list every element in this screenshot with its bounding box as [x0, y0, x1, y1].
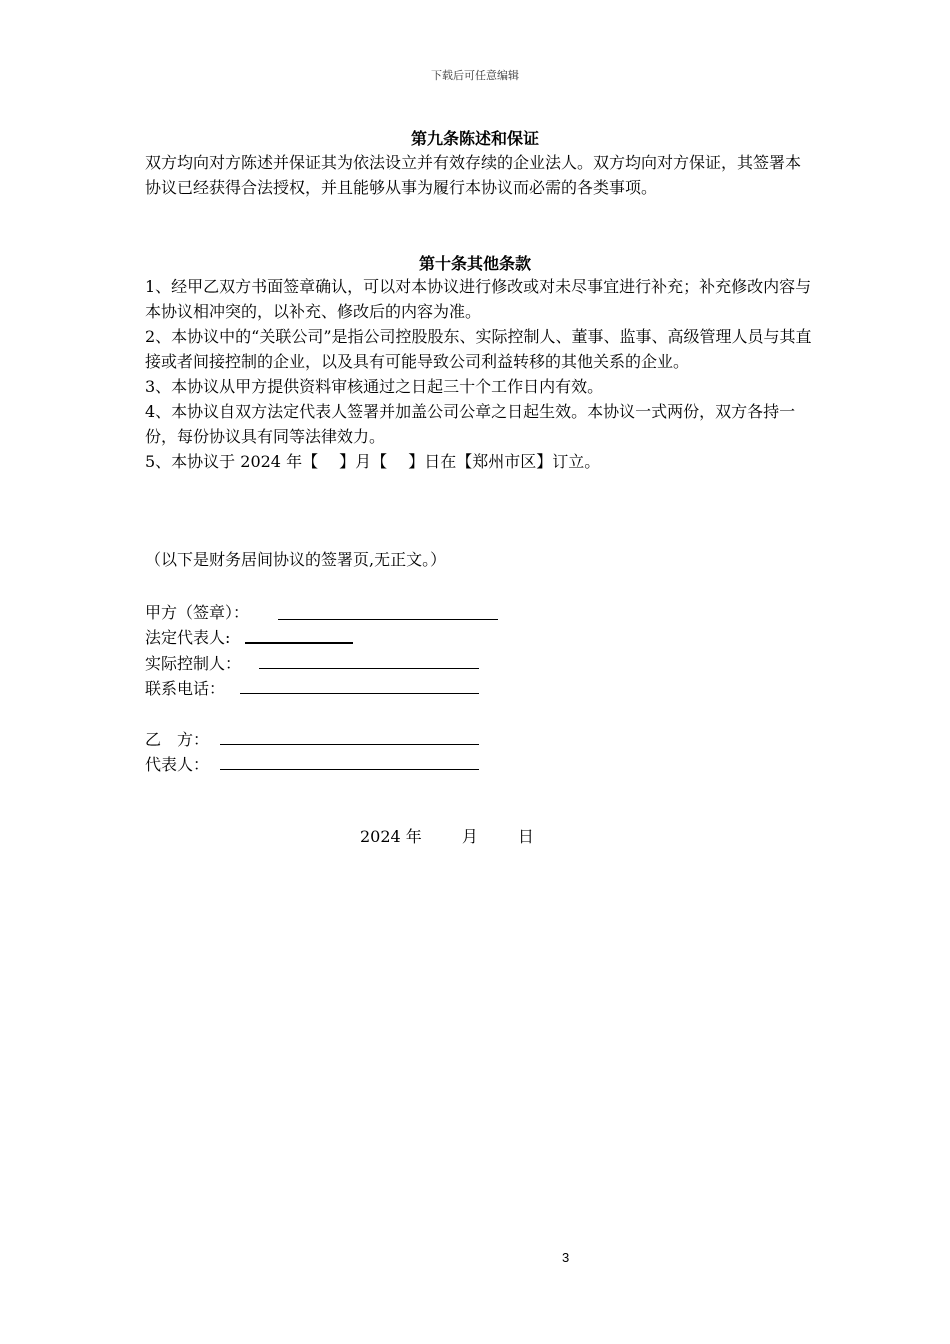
party-b-rep-line — [220, 769, 479, 770]
clause-2: 2、本协议中的“关联公司”是指公司控股股东、实际控制人、董事、监事、高级管理人员与其直接或者间接控制的企业，以及具有可能导致公司利益转移的其他关系的企业。 — [145, 327, 812, 371]
date-month: 月 — [461, 827, 478, 846]
party-b-line — [220, 744, 479, 745]
date-year: 2024 年 — [360, 827, 422, 846]
legal-rep-line — [245, 642, 353, 644]
date-day: 日 — [517, 827, 534, 846]
signature-note: （以下是财务居间协议的签署页,无正文。） — [145, 550, 447, 569]
phone-line — [240, 693, 479, 694]
party-b-rep-label: 代表人： — [145, 755, 210, 774]
phone-label: 联系电话： — [145, 679, 226, 698]
article-10-title: 第十条其他条款 — [418, 254, 531, 273]
party-a-sign-line — [278, 619, 498, 620]
page-header: 下载后可任意编辑 — [431, 69, 519, 82]
clause-5: 5、本协议于 2024 年【 】月【 】日在【郑州市区】订立。 — [145, 452, 601, 471]
article-10-clauses — [145, 274, 820, 474]
clause-1: 1、经甲乙双方书面签章确认，可以对本协议进行修改或对未尽事宜进行补充；补充修改内容与本协议相冲突的，以补充、修改后的内容为准。 — [145, 277, 812, 321]
party-b-label: 乙 方： — [145, 730, 210, 749]
article-9-body: 双方均向对方陈述并保证其为依法设立并有效存续的企业法人。双方均向对方保证，其签署本协议已经获得合法授权，并且能够从事为履行本协议而必需的各类事项。 — [145, 153, 802, 197]
clause-4: 4、本协议自双方法定代表人签署并加盖公司公章之日起生效。本协议一式两份，双方各持一份，每份协议具有同等法律效力。 — [145, 402, 796, 446]
clause-3: 3、本协议从甲方提供资料审核通过之日起三十个工作日内有效。 — [145, 377, 604, 396]
party-a-sign-label: 甲方（签章）： — [145, 603, 250, 622]
article-9-title: 第九条陈述和保证 — [410, 129, 539, 148]
controller-line — [259, 668, 479, 669]
controller-label: 实际控制人： — [145, 654, 242, 673]
page-number: 3 — [562, 1250, 570, 1265]
legal-rep-label: 法定代表人: — [145, 628, 231, 647]
signing-date — [360, 824, 534, 847]
